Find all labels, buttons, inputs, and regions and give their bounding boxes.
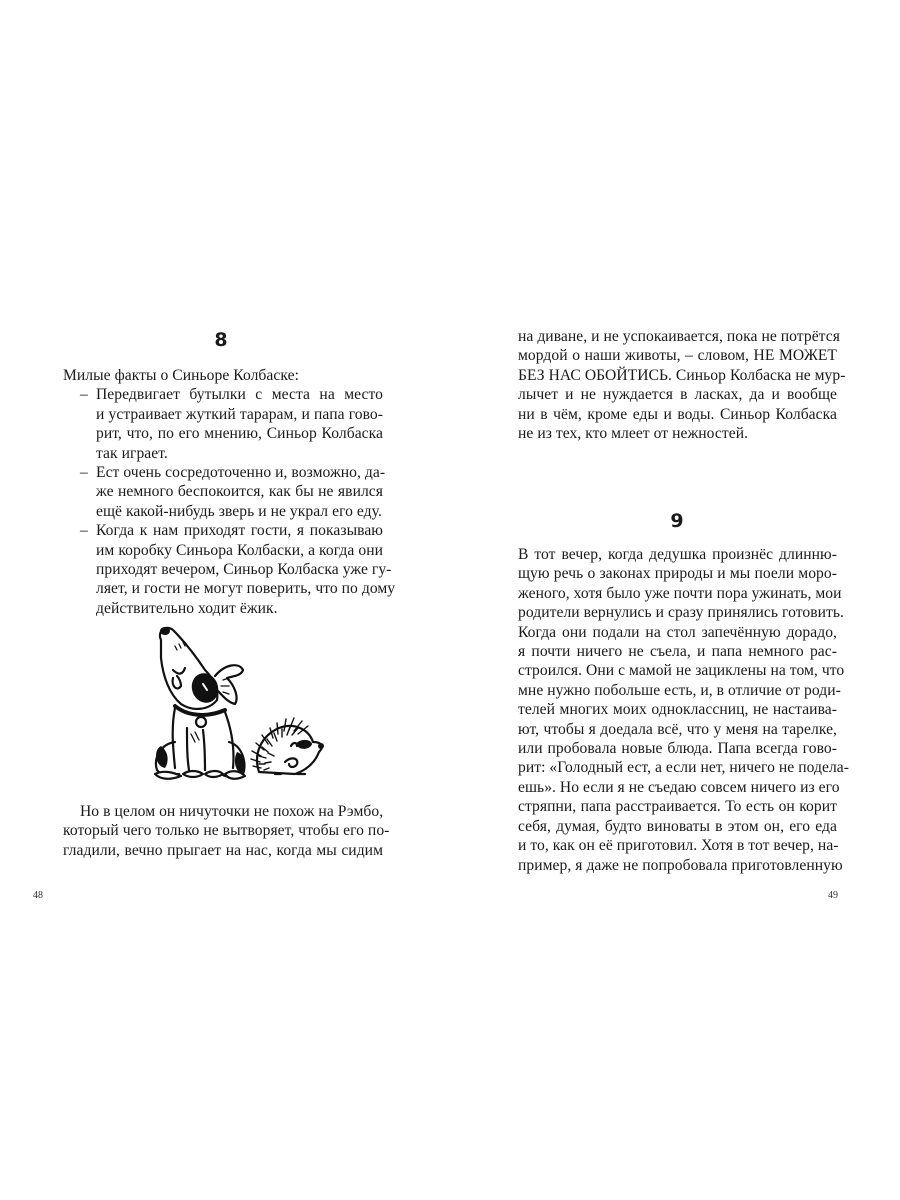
fact-line: действительно ходит ёжик. (96, 599, 278, 617)
paragraph-line: который чего только не вытворяет, чтобы его по- (63, 822, 390, 840)
fact-line: рит, что, по его мнению, Синьор Колбаска (96, 425, 383, 443)
fact-item-1 (63, 385, 383, 463)
paragraph-line: и то, как он её приготовил. Хотя в тот вечер, на- (518, 837, 839, 855)
paragraph-line: В тот вечер, когда дедушка произнёс длинню- (518, 546, 837, 563)
paragraph-line: Когда они подали на стол запечённую дорадо, (518, 623, 837, 641)
paragraph-line: ни в чём, кроме еды и воды. Синьор Колбаска (518, 405, 837, 423)
paragraph-line: БЕЗ НАС ОБОЙТИСЬ. Синьор Колбаска не мур- (518, 366, 846, 384)
paragraph-line: себя, думая, будто виноваты в этом он, его еда (518, 817, 837, 835)
fact-line: им коробку Синьора Колбаски, а когда они (96, 541, 383, 559)
bullet-dash: – (80, 522, 88, 540)
chapter-heading-8: 8 (214, 329, 228, 351)
fact-line: же немного беспокоится, как бы не явился (96, 483, 383, 501)
chapter-heading-9: 9 (670, 510, 684, 532)
paragraph-line: ешь». Но если я не съедаю совсем ничего из его (518, 778, 840, 796)
chapter-9-paragraph (518, 545, 850, 875)
paragraph-line: женого, хотя было уже почти пора ужинать, мои (518, 584, 842, 602)
paragraph-line: рит: «Голодный ест, а если нет, ничего не поделa- (518, 759, 850, 777)
fact-line: приходят вечером, Синьор Колбаска уже гу- (96, 561, 392, 579)
paragraph-line: или пробовала новые блюда. Папа всегда гово- (518, 740, 837, 758)
closing-paragraph (63, 802, 390, 860)
paragraph-line: ют, чтобы я доедала всё, что у меня на тарелке, (518, 720, 837, 738)
paragraph-line: щую речь о законах природы и мы поели моро- (518, 565, 837, 583)
continuation-paragraph (518, 327, 846, 443)
fact-line: и устраивает жуткий тарарам, и папа гово- (96, 405, 383, 423)
page-number-48: 48 (33, 890, 43, 901)
dog-and-hedgehog-illustration (147, 618, 337, 783)
fact-line: Ест очень сосредоточенно и, возможно, да- (96, 464, 386, 482)
paragraph-line: строился. Они с мамой не зациклены на том, что (518, 662, 845, 680)
fact-item-2 (63, 463, 386, 521)
page-number-49: 49 (828, 890, 838, 901)
chapter-8-facts (63, 366, 396, 618)
facts-intro: Милые факты о Синьоре Колбаске: (63, 367, 299, 384)
paragraph-line: телей многих моих одноклассниц, не настаива- (518, 701, 837, 719)
paragraph-line: пример, я даже не попробовала приготовленную (518, 856, 843, 874)
fact-line: ещё какой-нибудь зверь и не украл его еду. (96, 502, 382, 520)
paragraph-line: Но в целом он ничуточки не похож на Рэмбо, (80, 803, 384, 820)
fact-line: так играет. (96, 444, 168, 462)
paragraph-line: я почти ничего не съела, и папа немного рас- (518, 643, 837, 661)
fact-line: Когда к нам приходят гости, я показываю (96, 522, 383, 540)
fact-line: ляет, и гости не могут поверить, что по дому (96, 580, 396, 598)
right-page (450, 0, 900, 1200)
fact-line: Передвигает бутылки с места на место (96, 386, 383, 404)
fact-item-3 (63, 521, 396, 618)
bullet-dash: – (80, 464, 88, 482)
paragraph-line: родители вернулись и сразу принялись готовить. (518, 604, 844, 622)
paragraph-line: мне нужно побольше есть, и, в отличие от роди- (518, 681, 841, 699)
paragraph-line: не из тех, кто млеет от нежностей. (518, 425, 749, 443)
paragraph-line: лычет и не нуждается в ласках, да и вообще (518, 386, 837, 404)
bullet-dash: – (80, 386, 88, 404)
paragraph-line: мордой о наши животы, – словом, НЕ МОЖЕТ (518, 347, 837, 365)
paragraph-line: стряпни, папа расстраивается. То есть он корит (518, 798, 837, 816)
paragraph-line: на диване, и не успокаивается, пока не потрётся (518, 328, 840, 345)
paragraph-line: гладили, вечно прыгает на нас, когда мы сидим (63, 841, 383, 859)
